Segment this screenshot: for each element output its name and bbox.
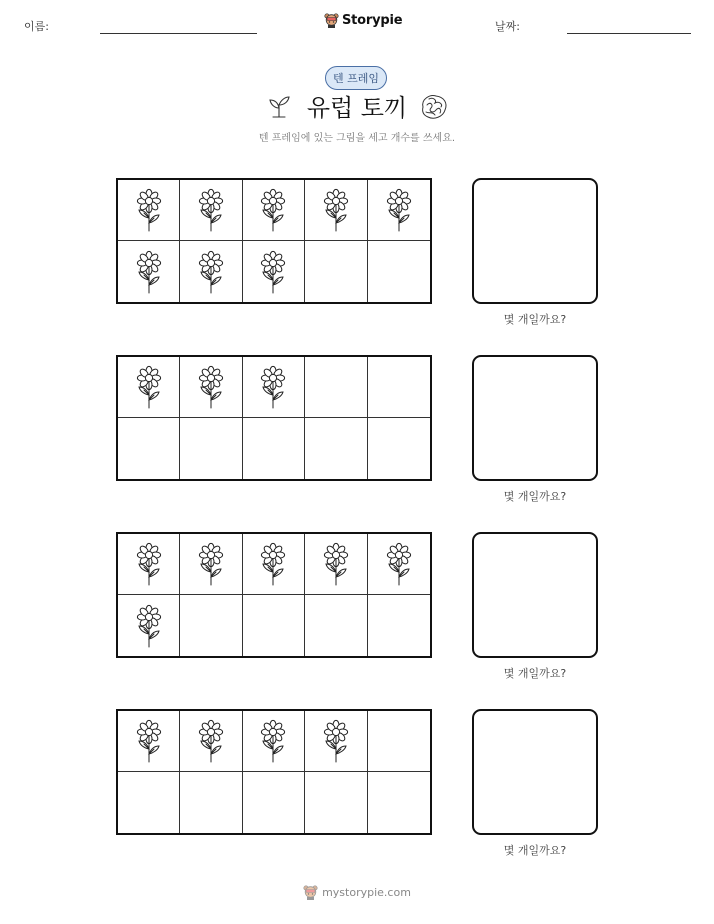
date-line xyxy=(567,33,691,34)
frame-cell xyxy=(368,241,430,302)
frame-cell xyxy=(368,418,430,479)
frame-cell xyxy=(243,534,305,595)
flower-icon xyxy=(134,187,164,233)
frame-cell xyxy=(305,711,367,772)
flower-icon xyxy=(258,187,288,233)
brand xyxy=(324,12,402,28)
bear-logo-icon xyxy=(303,884,318,900)
frame-cell xyxy=(368,357,430,418)
frame-cell xyxy=(243,595,305,656)
frame-cell xyxy=(368,711,430,772)
frame-cell xyxy=(118,711,180,772)
frame-cell xyxy=(118,241,180,302)
answer-box-4[interactable] xyxy=(472,709,598,835)
flower-icon xyxy=(134,603,164,649)
rabbit-scribble-icon xyxy=(418,92,450,122)
sprout-icon xyxy=(266,93,292,119)
frame-cell xyxy=(368,534,430,595)
frame-cell xyxy=(118,180,180,241)
name-label: 이름: xyxy=(24,20,49,33)
frame-cell xyxy=(118,418,180,479)
brand-name: Storypie xyxy=(342,12,403,28)
frame-cell xyxy=(243,711,305,772)
ten-frame-3 xyxy=(116,532,432,658)
flower-icon xyxy=(321,541,351,587)
answer-box-2[interactable] xyxy=(472,355,598,481)
frame-cell xyxy=(180,241,242,302)
frame-cell xyxy=(305,534,367,595)
frame-cell xyxy=(305,418,367,479)
frame-cell xyxy=(180,595,242,656)
question-text-4: 몇 개일까요? xyxy=(503,844,567,857)
frame-cell xyxy=(305,595,367,656)
answer-box-1[interactable] xyxy=(472,178,598,304)
frame-cell xyxy=(180,711,242,772)
worksheet-title: 유럽 토끼 xyxy=(306,94,408,122)
bear-logo-icon xyxy=(324,12,339,28)
flower-icon xyxy=(196,718,226,764)
frame-cell xyxy=(305,772,367,833)
flower-icon xyxy=(134,249,164,295)
flower-icon xyxy=(134,541,164,587)
frame-cell xyxy=(368,180,430,241)
flower-icon xyxy=(196,187,226,233)
frame-cell xyxy=(180,357,242,418)
frame-cell xyxy=(118,534,180,595)
question-text-3: 몇 개일까요? xyxy=(503,667,567,680)
frame-cell xyxy=(243,241,305,302)
question-text-2: 몇 개일까요? xyxy=(503,490,567,503)
frame-cell xyxy=(180,180,242,241)
frame-cell xyxy=(118,357,180,418)
frame-cell xyxy=(118,772,180,833)
ten-frame-4 xyxy=(116,709,432,835)
ten-frame-2 xyxy=(116,355,432,481)
flower-icon xyxy=(258,364,288,410)
flower-icon xyxy=(134,718,164,764)
instruction-text: 텐 프레임에 있는 그림을 세고 개수를 쓰세요. xyxy=(258,133,456,144)
frame-cell xyxy=(243,357,305,418)
flower-icon xyxy=(196,364,226,410)
frame-cell xyxy=(368,595,430,656)
frame-cell xyxy=(305,180,367,241)
flower-icon xyxy=(384,541,414,587)
footer-url: mystorypie.com xyxy=(322,885,411,899)
frame-cell xyxy=(243,772,305,833)
answer-box-3[interactable] xyxy=(472,532,598,658)
flower-icon xyxy=(258,249,288,295)
flower-icon xyxy=(321,187,351,233)
flower-icon xyxy=(258,718,288,764)
flower-icon xyxy=(258,541,288,587)
frame-cell xyxy=(180,772,242,833)
frame-cell xyxy=(243,418,305,479)
frame-cell xyxy=(180,418,242,479)
flower-icon xyxy=(134,364,164,410)
category-badge: 텐 프레임 xyxy=(325,66,387,90)
frame-cell xyxy=(305,357,367,418)
ten-frame-1 xyxy=(116,178,432,304)
frame-cell xyxy=(118,595,180,656)
flower-icon xyxy=(196,541,226,587)
frame-cell xyxy=(305,241,367,302)
date-label: 날짜: xyxy=(495,20,520,33)
frame-cell xyxy=(368,772,430,833)
flower-icon xyxy=(384,187,414,233)
footer xyxy=(0,884,714,900)
question-text-1: 몇 개일까요? xyxy=(503,313,567,326)
flower-icon xyxy=(321,718,351,764)
name-line xyxy=(100,33,257,34)
frame-cell xyxy=(180,534,242,595)
frame-cell xyxy=(243,180,305,241)
flower-icon xyxy=(196,249,226,295)
